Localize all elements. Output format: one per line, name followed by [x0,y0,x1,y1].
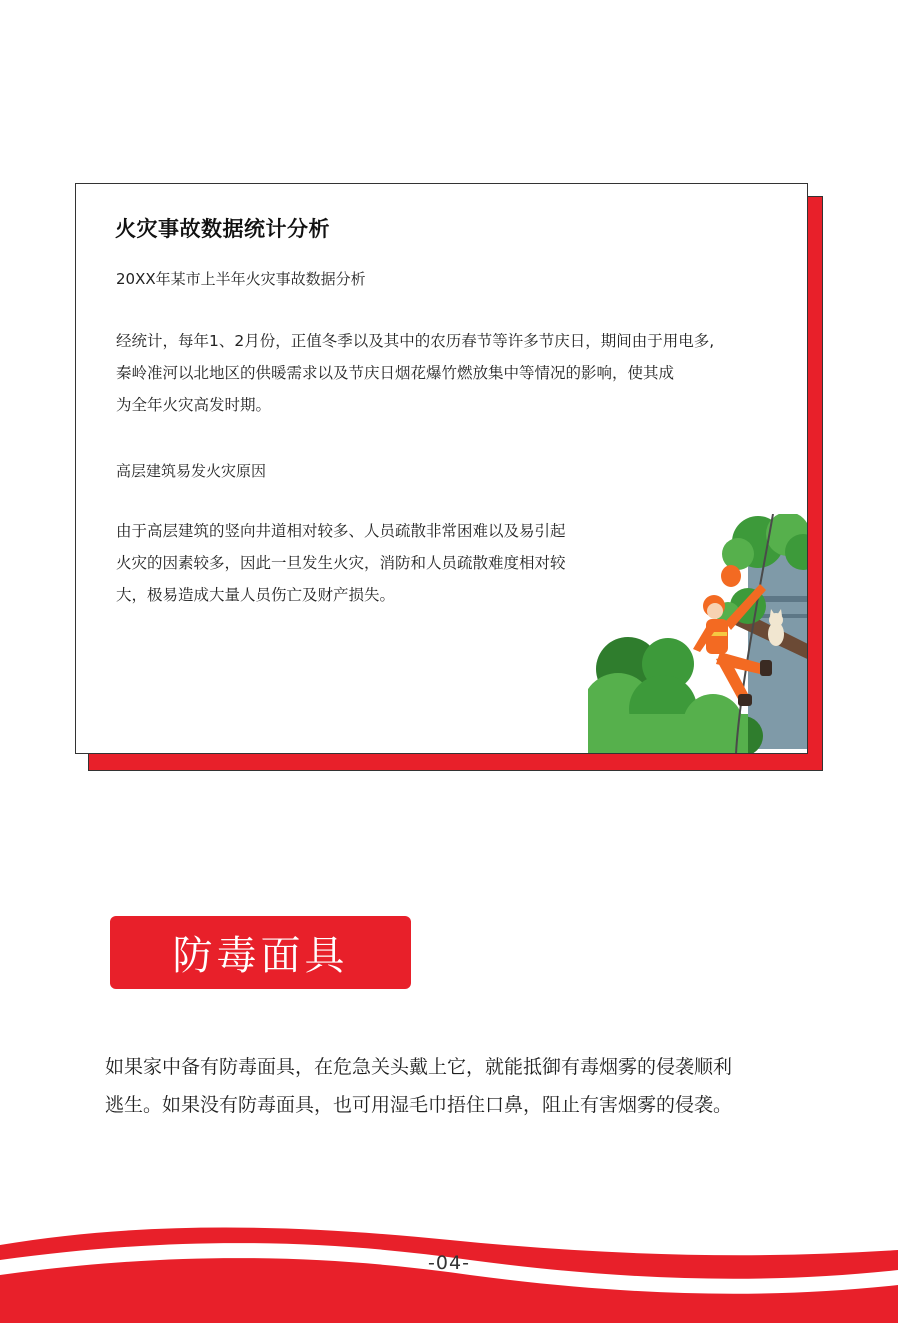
card-title: 火灾事故数据统计分析 [115,217,330,241]
info-card [75,183,808,754]
card-subtitle: 20XX年某市上半年火灾事故数据分析 [116,270,366,288]
paragraph-line: 由于高层建筑的竖向井道相对较多、人员疏散非常困难以及易引起 [116,522,566,540]
paragraph-highrise [116,515,636,611]
paragraph-line: 为全年火灾高发时期。 [116,396,272,414]
paragraph-statistics [116,325,796,421]
page-number: -04- [428,1252,470,1274]
paragraph-line: 火灾的因素较多，因此一旦发生火灾，消防和人员疏散难度相对较 [116,554,566,572]
firefighter-rescue-illustration [588,514,808,754]
section-heading-highrise: 高层建筑易发火灾原因 [116,462,267,480]
section-tag-gas-mask: 防毒面具 [110,916,411,989]
paragraph-line: 经统计，每年1、2月份，正值冬季以及其中的农历春节等许多节庆日，期间由于用电多, [116,332,715,350]
paragraph-line: 如果家中备有防毒面具，在危急关头戴上它，就能抵御有毒烟雾的侵袭顺利 [105,1056,733,1078]
paragraph-line: 秦岭准河以北地区的供暖需求以及节庆日烟花爆竹燃放集中等情况的影响，使其成 [116,364,675,382]
paragraph-line: 逃生。如果没有防毒面具，也可用湿毛巾捂住口鼻，阻止有害烟雾的侵袭。 [105,1094,733,1116]
cat-icon [768,609,784,646]
gas-mask-paragraph [105,1048,805,1124]
paragraph-line: 大，极易造成大量人员伤亡及财产损失。 [116,586,396,604]
